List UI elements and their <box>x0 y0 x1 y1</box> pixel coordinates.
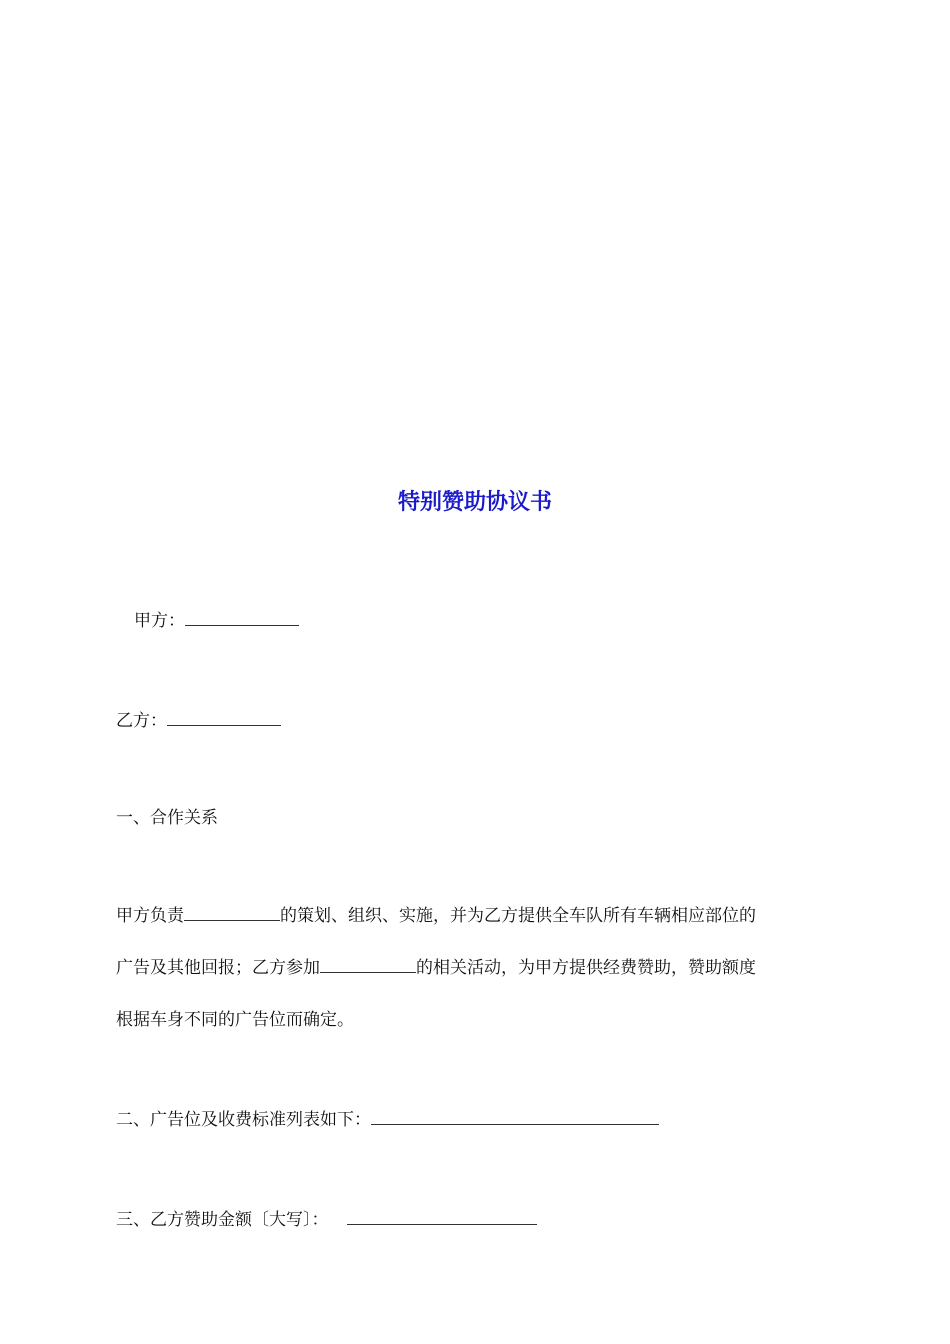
section1-text-1: 甲方负责 <box>116 906 184 926</box>
section1-paragraph <box>116 890 836 1046</box>
party-a-blank[interactable] <box>185 607 299 626</box>
section3-line <box>116 1206 537 1232</box>
party-b-line <box>116 707 281 733</box>
event-name-blank-1[interactable] <box>184 902 280 921</box>
section3-label: 三、乙方赞助金额〔大写〕： <box>116 1210 329 1230</box>
price-list-blank[interactable] <box>371 1106 659 1125</box>
section1-text-4: 的相关活动，为甲方提供经费赞助，赞助额度 <box>416 958 756 978</box>
section2-label: 二、广告位及收费标准列表如下： <box>116 1110 371 1130</box>
party-b-blank[interactable] <box>167 707 281 726</box>
document-title: 特别赞助协议书 <box>397 490 552 515</box>
event-name-blank-2[interactable] <box>320 954 416 973</box>
section1-text-3: 广告及其他回报；乙方参加 <box>116 958 320 978</box>
section1-text-5: 根据车身不同的广告位而确定。 <box>116 1010 354 1030</box>
party-b-label: 乙方： <box>116 711 167 731</box>
party-a-line <box>134 607 299 633</box>
sponsor-amount-blank[interactable] <box>347 1206 537 1225</box>
party-a-label: 甲方： <box>134 611 185 631</box>
section1-heading: 一、合作关系 <box>116 808 218 828</box>
section2-line <box>116 1106 659 1132</box>
section1-text-2: 的策划、组织、实施，并为乙方提供全车队所有车辆相应部位的 <box>280 906 756 926</box>
